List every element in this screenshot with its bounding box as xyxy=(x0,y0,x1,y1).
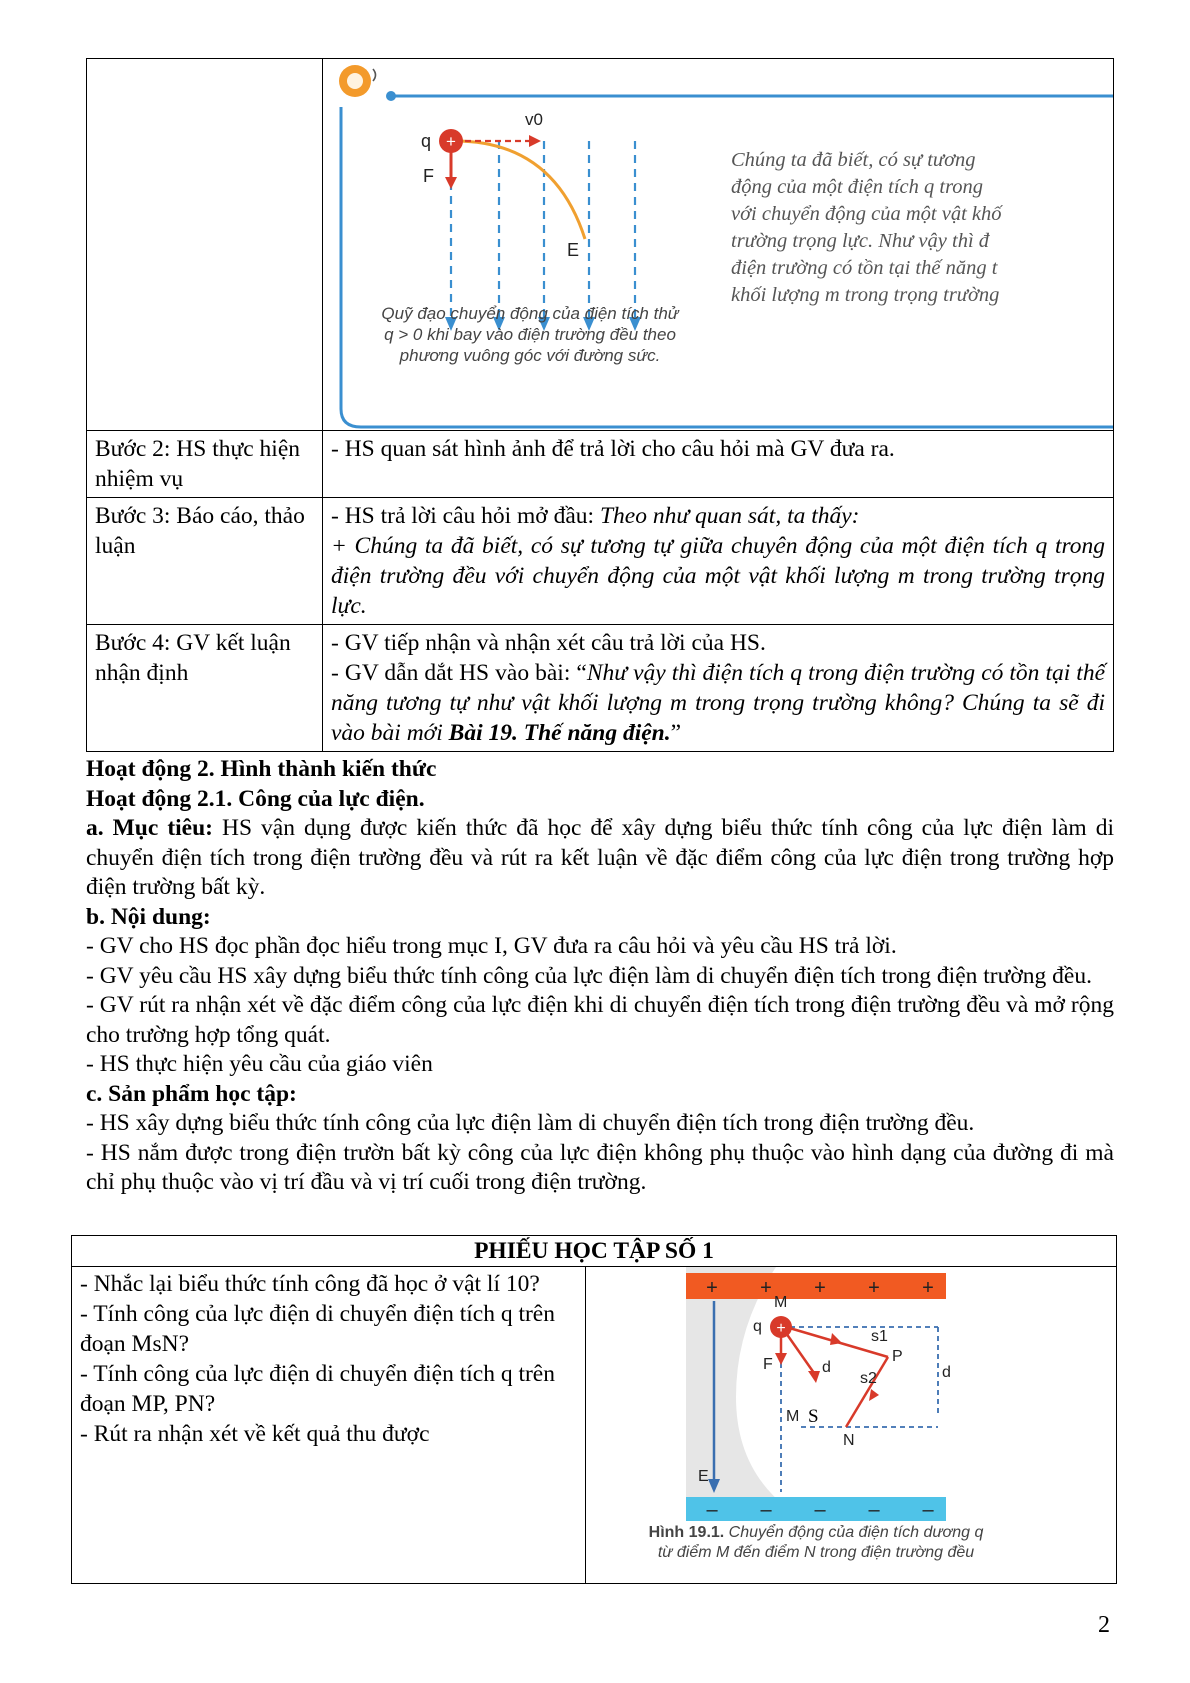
figure-cell xyxy=(323,59,1114,431)
content-item: - HS thực hiện yêu cầu của giáo viên xyxy=(86,1051,433,1077)
plus-sign: + xyxy=(814,1277,826,1299)
content-line: - GV tiếp nhận và nhận xét câu trả lời của HS. xyxy=(331,630,766,656)
minus-sign: – xyxy=(922,1499,934,1521)
path-arrowhead xyxy=(869,1389,879,1401)
question-item: - Tính công của lực điện di chuyển điện tích q trên đoạn MsN? xyxy=(80,1301,555,1357)
section-heading: Hoạt động 2. Hình thành kiến thức xyxy=(86,756,437,782)
worksheet-table xyxy=(71,1235,1117,1584)
point-p-label: P xyxy=(892,1348,903,1365)
minus-sign: – xyxy=(760,1499,772,1521)
force-label: F xyxy=(423,166,434,186)
field-label: E xyxy=(698,1468,709,1485)
step-cell: Bước 4: GV kết luận nhận định xyxy=(87,625,323,752)
force-label: F xyxy=(763,1356,773,1373)
content-item: - GV cho HS đọc phần đọc hiểu trong mục I, GV đưa ra câu hỏi và yêu cầu HS trả lời. xyxy=(86,933,897,959)
plus-sign: + xyxy=(868,1277,880,1299)
step-cell: Bước 3: Báo cáo, thảo luận xyxy=(87,498,323,625)
step-cell: Bước 2: HS thực hiện nhiệm vụ xyxy=(87,431,323,498)
trajectory-curve xyxy=(451,141,585,239)
speech-line: động của một điện tích q trong xyxy=(731,176,984,198)
goal-text: HS vận dụng được kiến thức đã học để xây dựng biểu thức tính công của lực điện làm di chuyển điện tích trong điện trường đều và rút ra kết luận về đặc điểm công của lực điện trong trường hợp điện trường bất kỳ. xyxy=(86,815,1114,900)
page-number: 2 xyxy=(1098,1612,1110,1638)
content-italic: Theo như quan sát, ta thấy: xyxy=(599,503,860,529)
speech-line: trường trọng lực. Như vậy thì đ xyxy=(731,230,990,252)
content-answer: + Chúng ta đã biết, có sự tương tự giữa chuyên động của một điện tích q trong điện trường đều với chuyển động của một vật khối lượng m trong trường trọng lực. xyxy=(331,533,1105,619)
figure-row-empty-cell xyxy=(87,59,323,431)
point-n-label: N xyxy=(843,1432,855,1449)
figure-caption-text: Chuyển động của điện tích dương q từ điểm M đến điểm N trong điện trường đều xyxy=(657,1524,984,1561)
speech-line: Chúng ta đã biết, có sự tương xyxy=(731,149,976,171)
table-row xyxy=(87,625,1114,752)
goal-label: a. Mục tiêu: xyxy=(86,815,213,841)
speech-line: khối lượng m trong trọng trường xyxy=(731,284,1000,306)
speech-line: điện trường có tồn tại thế năng t xyxy=(731,257,998,279)
lesson-title: Bài 19. Thế năng điện. xyxy=(448,720,671,746)
plus-sign: + xyxy=(706,1277,718,1299)
worksheet-questions xyxy=(72,1267,586,1584)
plus-sign: + xyxy=(922,1277,934,1299)
distance-guides xyxy=(781,1327,938,1492)
content-cell xyxy=(323,625,1114,752)
content-cell: - HS quan sát hình ảnh để trả lời cho câu hỏi mà GV đưa ra. xyxy=(323,431,1114,498)
path-arrowhead xyxy=(808,1371,820,1383)
minus-sign: – xyxy=(706,1499,718,1521)
velocity-arrowhead xyxy=(529,135,541,147)
content-item: - GV yêu cầu HS xây dựng biểu thức tính công của lực điện làm di chuyển điện tích trong điện trường đều. xyxy=(86,962,1092,989)
content-prefix: - HS trả lời câu hỏi mở đầu: xyxy=(331,503,600,529)
subsection-heading: Hoạt động 2.1. Công của lực điện. xyxy=(86,785,425,812)
displacement-label: d xyxy=(822,1359,831,1376)
product-label: c. Sản phẩm học tập: xyxy=(86,1080,297,1107)
figure-caption xyxy=(646,1523,986,1563)
minus-sign: – xyxy=(814,1499,826,1521)
segment-s1-label: s1 xyxy=(871,1328,888,1345)
point-m-label: M xyxy=(774,1294,788,1311)
worksheet-figure-cell xyxy=(586,1267,1117,1584)
path-s-label: S xyxy=(808,1406,819,1427)
question-item: - Nhắc lại biểu thức tính công đã học ở vật lí 10? xyxy=(80,1271,540,1297)
product-item: - HS xây dựng biểu thức tính công của lực điện làm di chuyển điện tích trong điện trường đều. xyxy=(86,1110,975,1136)
table-row xyxy=(87,498,1114,625)
worksheet-title: PHIẾU HỌC TẬP SỐ 1 xyxy=(72,1236,1117,1267)
content-italic: Như vậy thì điện tích q trong điện trường có tồn tại thế năng tương tự như vật khối lượng m trong trọng trường không? Chúng ta sẽ đi vào bài mới xyxy=(331,660,1105,746)
product-item: - HS nắm được trong điện trườn bất kỳ công của lực điện không phụ thuộc vào hình dạng của đường đi mà chỉ phụ thuộc vào vị trí đầu và vị trí cuối trong điện trường. xyxy=(86,1139,1114,1195)
minus-sign: – xyxy=(868,1499,880,1521)
goal-paragraph xyxy=(86,814,1114,903)
force-arrowhead xyxy=(445,177,457,189)
trajectory-caption: Quỹ đạo chuyển động của điện tích thử q > 0 khi bay vào điện trường đều theo phương vuông góc với đường sức. xyxy=(381,304,679,365)
field-label: E xyxy=(567,240,580,260)
field-lines xyxy=(451,141,635,321)
velocity-label: v0 xyxy=(525,110,543,129)
charge-label: q xyxy=(421,131,432,151)
content-cell xyxy=(323,498,1114,625)
path-arrowhead xyxy=(830,1333,842,1345)
question-item: - Tính công của lực điện di chuyển điện tích q trên đoạn MP, PN? xyxy=(80,1361,555,1417)
question-item: - Rút ra nhận xét về kết quả thu được xyxy=(80,1421,430,1447)
force-arrowhead xyxy=(775,1353,787,1365)
table-row xyxy=(87,431,1114,498)
figure-caption-number: Hình 19.1. xyxy=(648,1524,725,1541)
segment-s2-label: s2 xyxy=(860,1370,877,1387)
content-prefix: - GV dẫn dắt HS vào bài: “ xyxy=(331,660,587,686)
audio-speaker-icon[interactable] xyxy=(339,65,376,97)
distance-label: d xyxy=(942,1364,951,1381)
speech-bubble-text xyxy=(731,147,1047,309)
speech-line: với chuyển động của một vật khố xyxy=(731,203,1002,225)
activity1-table xyxy=(86,58,1114,752)
content-label: b. Nội dung: xyxy=(86,903,211,930)
content-item: - GV rút ra nhận xét về đặc điểm công của lực điện khi di chuyển điện tích trong điện trường đều và mở rộng cho trường hợp tổng quát. xyxy=(86,992,1114,1048)
activity2-section xyxy=(86,755,1114,1198)
plus-sign: + xyxy=(760,1277,772,1299)
content-suffix: ” xyxy=(670,720,682,746)
charge-plus-sign: + xyxy=(776,1320,786,1337)
charge-label: q xyxy=(753,1318,762,1335)
point-m-low-label: M xyxy=(786,1408,800,1425)
charge-plus-sign: + xyxy=(446,132,456,151)
